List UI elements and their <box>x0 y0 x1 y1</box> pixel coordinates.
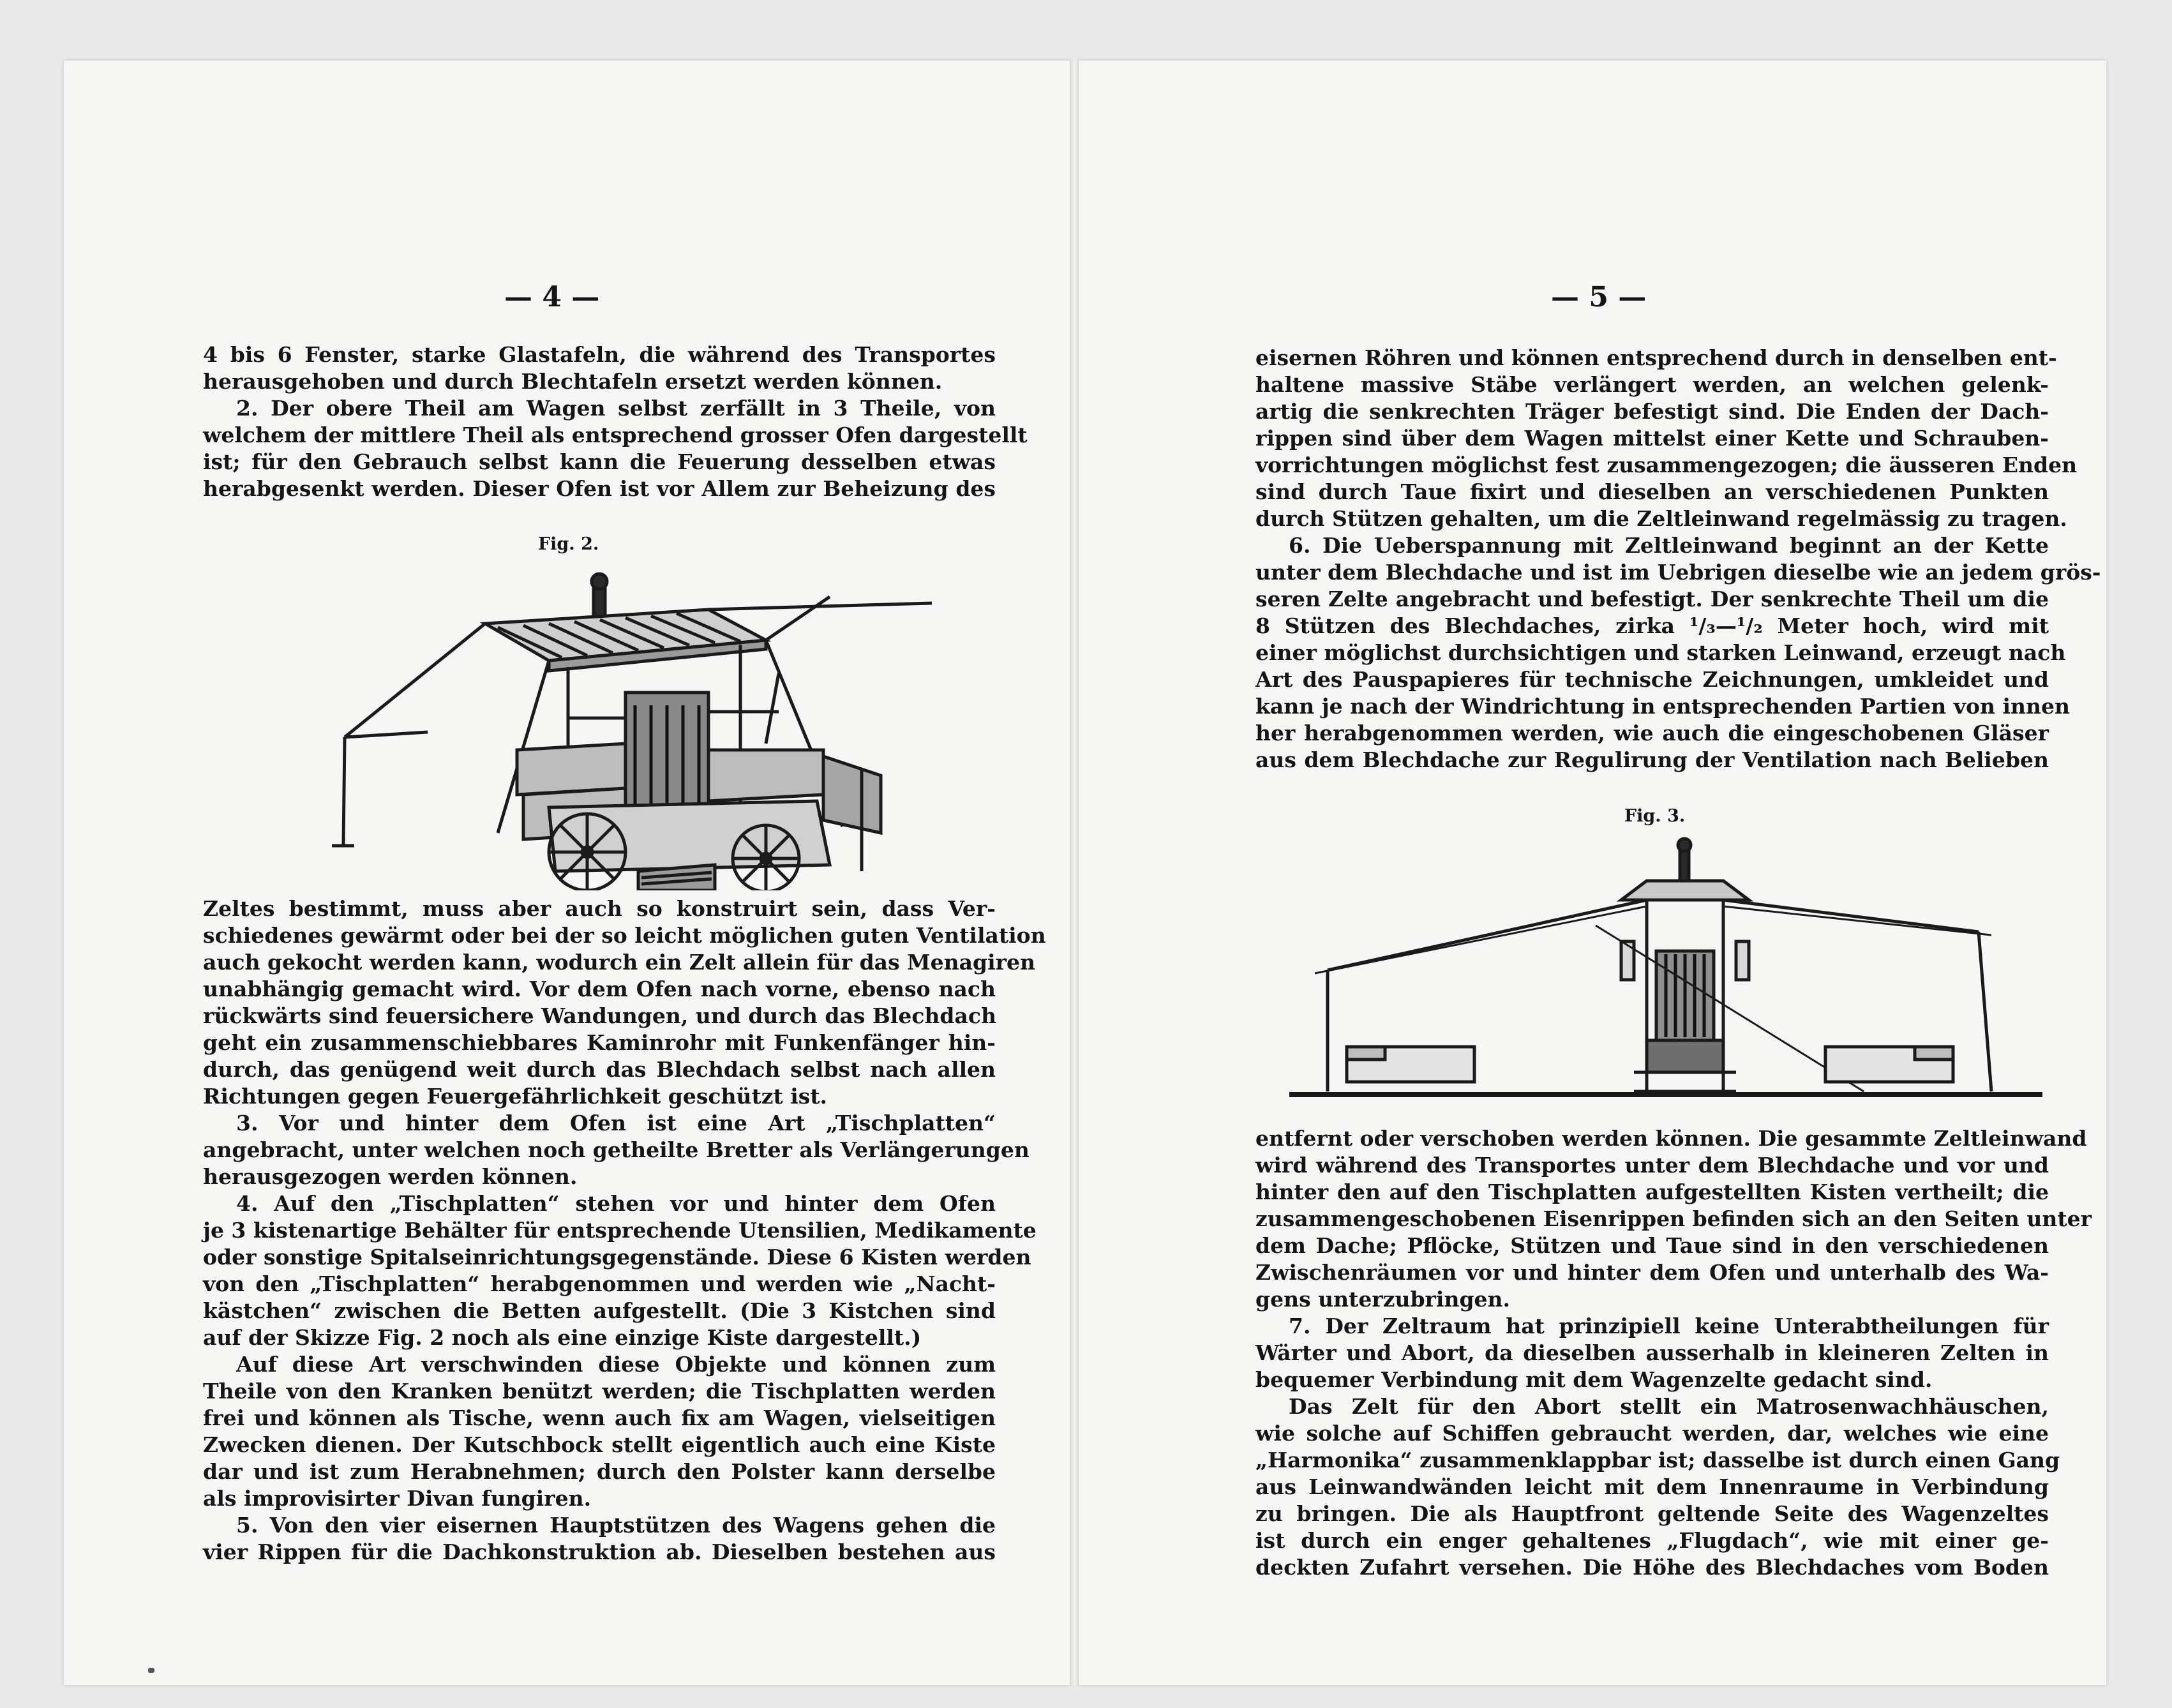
text-line: unabhängig gemacht wird. Vor dem Ofen nach vorne, ebenso nach <box>203 977 996 1001</box>
left-text-bottom <box>203 895 1046 1566</box>
text-line: durch Stützen gehalten, um die Zeltleinwand regelmässig zu tragen. <box>1255 506 2067 531</box>
dust-speck <box>148 1668 154 1673</box>
text-line: gens unterzubringen. <box>1255 1287 1511 1312</box>
text-line: haltene massive Stäbe verlängert werden, an welchen gelenk- <box>1255 372 2049 397</box>
page-number: — 4 — <box>504 281 600 313</box>
text-line: wird während des Transportes unter dem Blechdache und vor und <box>1255 1153 2049 1178</box>
text-line: herausgehoben und durch Blechtafeln ersetzt werden können. <box>203 369 943 394</box>
page-number: — 5 — <box>1551 281 1647 313</box>
text-line: herabgesenkt werden. Dieser Ofen ist vor Allem zur Beheizung des <box>203 476 996 501</box>
right-page <box>1079 61 2106 1685</box>
right-text-top <box>1255 345 2101 774</box>
text-line: Wärter und Abort, da dieselben ausserhalb in kleineren Zelten in <box>1255 1340 2049 1365</box>
text-line: Zwecken dienen. Der Kutschbock stellt eigentlich auch eine Kiste <box>203 1432 996 1457</box>
text-line: rückwärts sind feuersichere Wandungen, und durch das Blechdach <box>203 1003 996 1028</box>
text-line: eisernen Röhren und können entsprechend durch in denselben ent- <box>1255 345 2057 370</box>
figure-3-tent-illustration <box>1289 836 2042 1117</box>
text-line: zu bringen. Die als Hauptfront geltende Seite des Wagenzeltes <box>1255 1501 2049 1526</box>
text-line: dar und ist zum Herabnehmen; durch den Polster kann derselbe <box>203 1459 996 1484</box>
text-line: schiedenes gewärmt oder bei der so leicht möglichen guten Ventilation <box>203 923 1046 948</box>
text-line: „Harmonika“ zusammenklappbar ist; dasselbe ist durch einen Gang <box>1255 1448 2060 1472</box>
text-line: sind durch Taue fixirt und dieselben an verschiedenen Punkten <box>1255 479 2049 504</box>
text-line: ist durch ein enger gehaltenes „Flugdach“, wie mit einer ge- <box>1255 1528 2049 1553</box>
text-line: oder sonstige Spitalseinrichtungsgegenstände. Diese 6 Kisten werden <box>203 1245 1031 1270</box>
text-line: angebracht, unter welchen noch getheilte Bretter als Verlängerungen <box>203 1137 1030 1162</box>
text-line: 2. Der obere Theil am Wagen selbst zerfällt in 3 Theile, von <box>236 396 996 421</box>
text-line: geht ein zusammenschiebbares Kaminrohr mit Funkenfänger hin- <box>203 1030 996 1055</box>
text-line: Art des Pauspapieres für technische Zeichnungen, umkleidet und <box>1255 667 2049 692</box>
text-line: artig die senkrechten Träger befestigt sind. Die Enden der Dach- <box>1255 399 2049 424</box>
text-line: 4 bis 6 Fenster, starke Glastafeln, die während des Transportes <box>203 342 996 367</box>
text-line: 7. Der Zeltraum hat prinzipiell keine Unterabtheilungen für <box>1289 1314 2049 1338</box>
text-line: unter dem Blechdache und ist im Uebrigen dieselbe wie an jedem grös- <box>1255 560 2101 585</box>
text-line: Theile von den Kranken benützt werden; die Tischplatten werden <box>203 1379 996 1404</box>
left-page <box>64 61 1072 1685</box>
text-line: frei und können als Tische, wenn auch fix am Wagen, vielseitigen <box>203 1405 996 1430</box>
text-line: Richtungen gegen Feuergefährlichkeit geschützt ist. <box>203 1084 828 1109</box>
text-line: rippen sind über dem Wagen mittelst einer Kette und Schrauben- <box>1255 426 2049 451</box>
text-line: 5. Von den vier eisernen Hauptstützen des Wagens gehen die <box>236 1513 996 1538</box>
text-line: dem Dache; Pflöcke, Stützen und Taue sind in den verschiedenen <box>1255 1233 2049 1258</box>
figure-caption: Fig. 3. <box>1624 806 1686 826</box>
text-line: aus Leinwandwänden leicht mit dem Innenraume in Verbindung <box>1255 1474 2049 1499</box>
text-line: kästchen“ zwischen die Betten aufgestellt. (Die 3 Kistchen sind <box>203 1298 996 1323</box>
text-line: vorrichtungen möglichst fest zusammengezogen; die äusseren Enden <box>1255 453 2078 477</box>
text-line: her herabgenommen werden, wie auch die eingeschobenen Gläser <box>1255 721 2049 745</box>
figure-2-wagon-illustration <box>268 565 964 890</box>
text-line: 3. Vor und hinter dem Ofen ist eine Art „Tischplatten“ <box>236 1111 996 1135</box>
text-line: einer möglichst durchsichtigen und starken Leinwand, erzeugt nach <box>1255 640 2066 665</box>
text-line: ist; für den Gebrauch selbst kann die Feuerung desselben etwas <box>203 449 996 474</box>
text-line: Zwischenräumen vor und hinter dem Ofen und unterhalb des Wa- <box>1255 1260 2049 1285</box>
text-line: hinter den auf den Tischplatten aufgestellten Kisten vertheilt; die <box>1255 1180 2049 1204</box>
text-line: auch gekocht werden kann, wodurch ein Zelt allein für das Menagiren <box>203 950 1036 975</box>
text-line: seren Zelte angebracht und befestigt. Der senkrechte Theil um die <box>1255 587 2049 611</box>
text-line: Auf diese Art verschwinden diese Objekte und können zum <box>236 1352 996 1377</box>
text-line: 4. Auf den „Tischplatten“ stehen vor und hinter dem Ofen <box>236 1191 996 1216</box>
text-line: wie solche auf Schiffen gebraucht werden, dar, welches wie eine <box>1255 1421 2049 1446</box>
right-text-bottom <box>1255 1125 2092 1581</box>
left-text-top <box>203 341 1028 502</box>
text-line: auf der Skizze Fig. 2 noch als eine einzige Kiste dargestellt.) <box>203 1325 922 1350</box>
text-line: 8 Stützen des Blechdaches, zirka ¹/₃—¹/₂ Meter hoch, wird mit <box>1255 613 2049 638</box>
figure-caption: Fig. 2. <box>538 534 599 554</box>
text-line: bequemer Verbindung mit dem Wagenzelte gedacht sind. <box>1255 1367 1933 1392</box>
text-line: Das Zelt für den Abort stellt ein Matrosenwachhäuschen, <box>1289 1394 2049 1419</box>
text-line: als improvisirter Divan fungiren. <box>203 1486 592 1511</box>
text-line: vier Rippen für die Dachkonstruktion ab. Dieselben bestehen aus <box>203 1539 996 1564</box>
text-line: entfernt oder verschoben werden können. Die gesammte Zeltleinwand <box>1255 1126 2087 1151</box>
text-line: welchem der mittlere Theil als entsprechend grosser Ofen dargestellt <box>203 423 1028 447</box>
text-line: aus dem Blechdache zur Regulirung der Ventilation nach Belieben <box>1255 747 2049 772</box>
text-line: je 3 kistenartige Behälter für entsprechende Utensilien, Medikamente <box>203 1218 1037 1243</box>
text-line: deckten Zufahrt versehen. Die Höhe des Blechdaches vom Boden <box>1255 1555 2049 1580</box>
text-line: herausgezogen werden können. <box>203 1164 578 1189</box>
text-line: von den „Tischplatten“ herabgenommen und werden wie „Nacht- <box>203 1271 996 1296</box>
text-line: kann je nach der Windrichtung in entsprechenden Partien von innen <box>1255 694 2070 719</box>
text-line: zusammengeschobenen Eisenrippen befinden sich an den Seiten unter <box>1255 1206 2092 1231</box>
text-line: 6. Die Ueberspannung mit Zeltleinwand beginnt an der Kette <box>1289 533 2049 558</box>
text-line: Zeltes bestimmt, muss aber auch so konstruirt sein, dass Ver- <box>203 896 996 921</box>
text-line: durch, das genügend weit durch das Blechdach selbst nach allen <box>203 1057 996 1082</box>
